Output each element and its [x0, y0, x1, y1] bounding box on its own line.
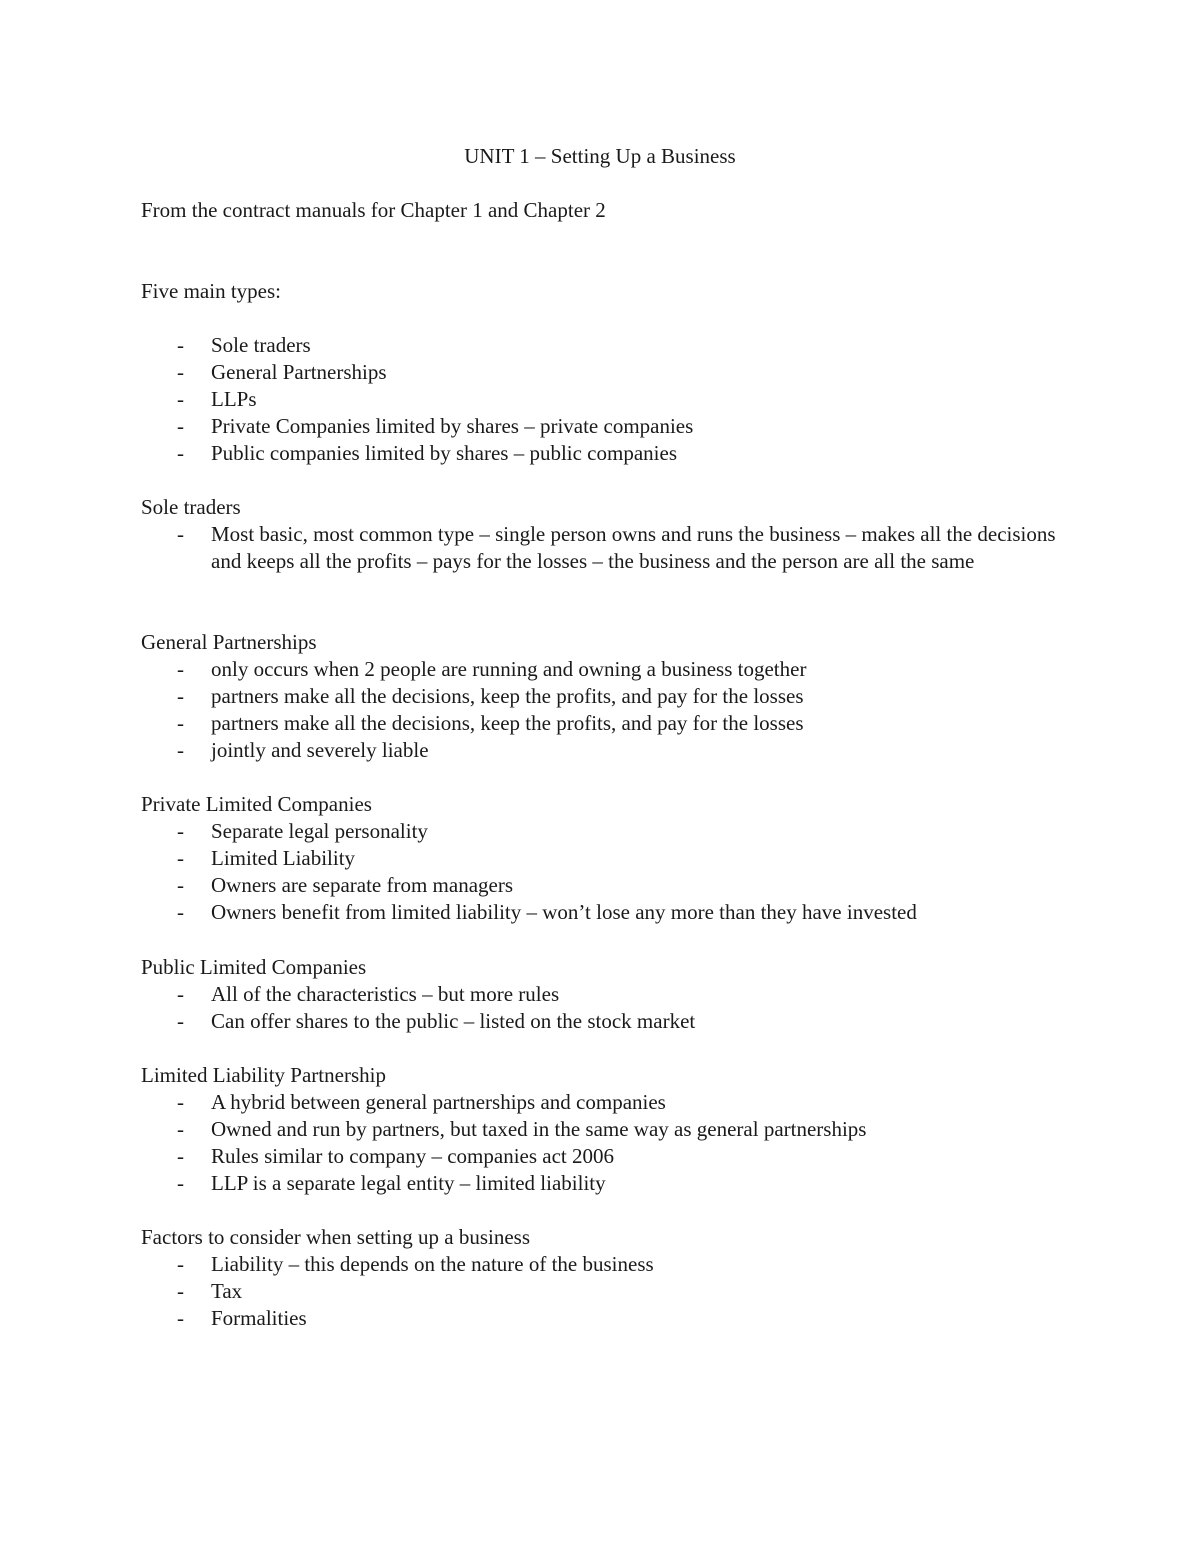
list-item: - partners make all the decisions, keep the profits, and pay for the losses [177, 711, 804, 735]
dash-bullet: - [177, 982, 184, 1006]
dash-bullet: - [177, 684, 184, 708]
dash-bullet: - [177, 441, 184, 465]
dash-bullet: - [177, 522, 184, 546]
private-limited-companies-list [141, 818, 1061, 926]
types-list [141, 332, 1061, 467]
list-item: - Public companies limited by shares – public companies [177, 441, 677, 465]
dash-bullet: - [177, 414, 184, 438]
section-heading-factors: Factors to consider when setting up a business [141, 1225, 531, 1249]
public-limited-companies-list [141, 981, 1061, 1035]
dash-bullet: - [177, 846, 184, 870]
list-item: - jointly and severely liable [177, 738, 429, 762]
list-item: - Formalities [177, 1306, 307, 1330]
section-heading-public-limited-companies: Public Limited Companies [141, 955, 367, 979]
dash-bullet: - [177, 1171, 184, 1195]
list-item: - Separate legal personality [177, 819, 428, 843]
general-partnerships-list [141, 656, 1061, 764]
dash-bullet: - [177, 1279, 184, 1303]
dash-bullet: - [177, 1117, 184, 1141]
list-item: - All of the characteristics – but more rules [177, 982, 560, 1006]
dash-bullet: - [177, 819, 184, 843]
list-item: - Rules similar to company – companies act 2006 [177, 1144, 614, 1168]
list-item: - LLP is a separate legal entity – limited liability [177, 1171, 606, 1195]
section-heading-private-limited-companies: Private Limited Companies [141, 792, 372, 816]
list-item: - partners make all the decisions, keep the profits, and pay for the losses [177, 684, 804, 708]
list-item: - Sole traders [177, 333, 311, 357]
list-item: - only occurs when 2 people are running and owning a business together [177, 657, 807, 681]
dash-bullet: - [177, 387, 184, 411]
list-item: - Liability – this depends on the nature of the business [177, 1252, 654, 1276]
list-item: - Can offer shares to the public – listed on the stock market [177, 1009, 696, 1033]
dash-bullet: - [177, 360, 184, 384]
dash-bullet: - [177, 873, 184, 897]
intro-text: From the contract manuals for Chapter 1 and Chapter 2 [141, 198, 606, 222]
list-item: - Owners are separate from managers [177, 873, 514, 897]
dash-bullet: - [177, 1090, 184, 1114]
page-title: UNIT 1 – Setting Up a Business [464, 144, 736, 168]
list-item: - Private Companies limited by shares – private companies [177, 414, 694, 438]
limited-liability-partnership-list [141, 1089, 1061, 1197]
list-item: - A hybrid between general partnerships and companies [177, 1090, 666, 1114]
list-item: - Tax [177, 1279, 243, 1303]
list-item: - Owners benefit from limited liability – won’t lose any more than they have invested [177, 900, 917, 924]
list-item: - LLPs [177, 387, 257, 411]
dash-bullet: - [177, 900, 184, 924]
list-item: - Most basic, most common type – single person owns and runs the business – makes all the decisions and keeps all the profits – pays for the losses – the business and the person are all the same [177, 522, 1056, 573]
list-item: - General Partnerships [177, 360, 387, 384]
dash-bullet: - [177, 1009, 184, 1033]
dash-bullet: - [177, 1252, 184, 1276]
list-item: - Owned and run by partners, but taxed in the same way as general partnerships [177, 1117, 867, 1141]
dash-bullet: - [177, 657, 184, 681]
factors-list [141, 1251, 1061, 1332]
dash-bullet: - [177, 738, 184, 762]
list-item: - Limited Liability [177, 846, 356, 870]
dash-bullet: - [177, 1306, 184, 1330]
sole-traders-list [141, 521, 1061, 575]
section-heading-sole-traders: Sole traders [141, 495, 241, 519]
types-heading: Five main types: [141, 279, 281, 303]
dash-bullet: - [177, 1144, 184, 1168]
section-heading-general-partnerships: General Partnerships [141, 630, 317, 654]
dash-bullet: - [177, 333, 184, 357]
section-heading-limited-liability-partnership: Limited Liability Partnership [141, 1063, 386, 1087]
dash-bullet: - [177, 711, 184, 735]
